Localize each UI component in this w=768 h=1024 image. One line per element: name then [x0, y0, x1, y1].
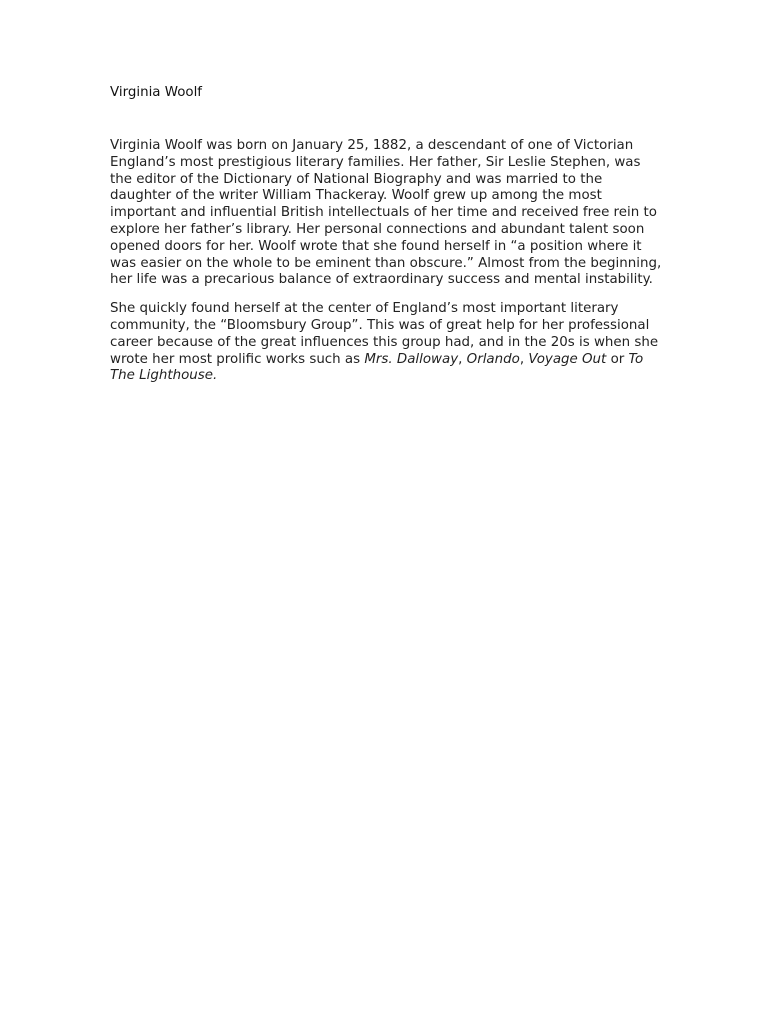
work-title-orlando: Orlando — [466, 351, 520, 367]
work-title-mrs-dalloway: Mrs. Dalloway — [364, 351, 459, 367]
document-title: Virginia Woolf — [110, 85, 203, 100]
work-title-voyage-out: Voyage Out — [528, 351, 607, 367]
work-title-to-the-lighthouse: To The Lighthouse. — [110, 351, 644, 384]
paragraph-birth: Virginia Woolf was born on January 25, 1882, a descendant of one of Victorian England’s most prestigious literary families. Her father, Sir Leslie Stephen, was the editor of the Dictionary of National Biography and was married to the daughter of the writer William Thackeray. Woolf grew up among the most important and influential British intellectuals of her time and received free rein to explore her father’s library. Her personal connections and abundant talent soon opened doors for her. Woolf wrote that she found herself in “a position where it was easier on the whole to be eminent than obscure.” Almost from the beginning, her life was a precarious balance of extraordinary success and mental instability. — [110, 138, 662, 288]
separator: , — [519, 351, 529, 367]
separator: , — [458, 351, 467, 367]
document-page — [110, 84, 662, 397]
separator: or — [606, 351, 629, 367]
paragraph-bloomsbury — [110, 301, 662, 385]
paragraph-bloomsbury-text: She quickly found herself at the center of England’s most important literary community, the “Bloomsbury Group”. This was of great help for her professional career because of the great influences this group had, and in the 20s is when she wrote her most prolific works such as — [110, 301, 659, 367]
